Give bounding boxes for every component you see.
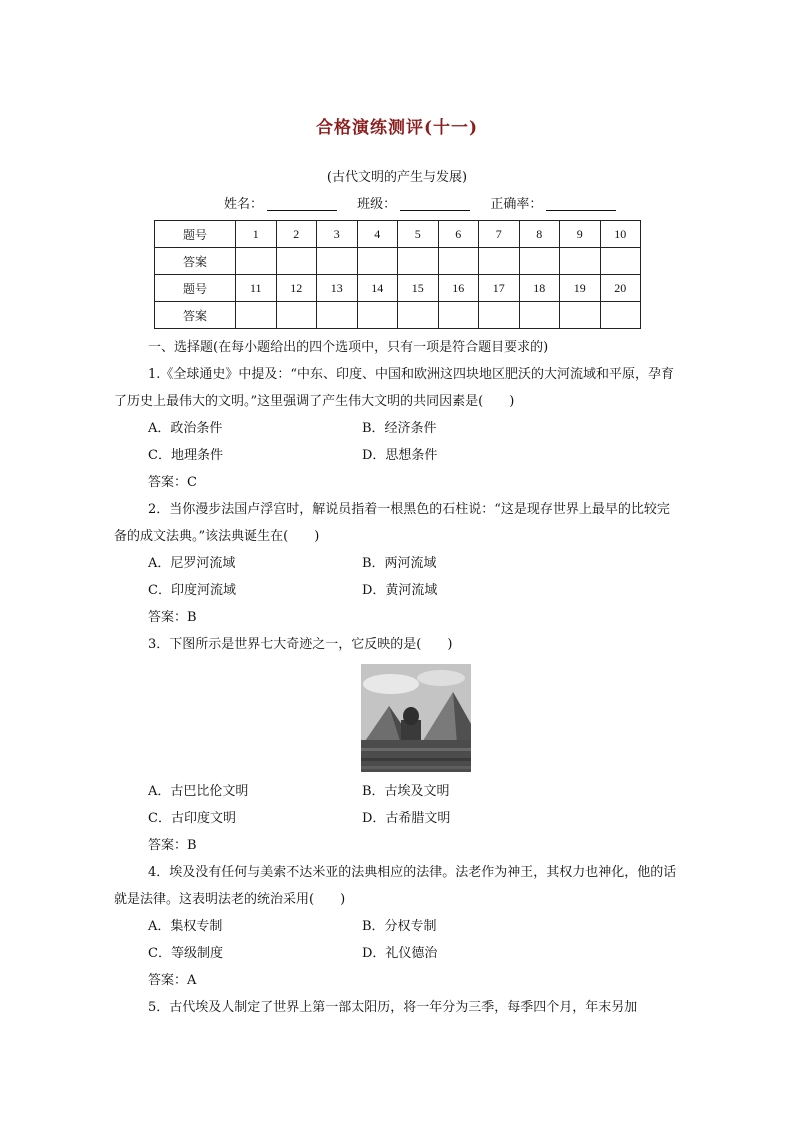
options-row bbox=[114, 577, 682, 604]
option-b[interactable]: B．两河流域 bbox=[362, 556, 437, 571]
answer-table bbox=[154, 220, 641, 329]
question-number: 2 bbox=[276, 221, 317, 248]
question-number: 1 bbox=[236, 221, 277, 248]
answer-cell[interactable] bbox=[357, 248, 398, 275]
answer-line: 答案：B bbox=[148, 610, 197, 625]
question-2: 2．当你漫步法国卢浮宫时，解说员指着一根黑色的石柱说：“这是现存世界上最早的比较完备的成文法典。”该法典诞生在( ) bbox=[114, 502, 670, 544]
answer-cell[interactable] bbox=[600, 302, 641, 329]
answer-cell[interactable] bbox=[276, 302, 317, 329]
page-title: 合格演练测评(十一) bbox=[315, 118, 479, 138]
question-number: 10 bbox=[600, 221, 641, 248]
answer-cell[interactable] bbox=[236, 248, 277, 275]
class-label: 班级： bbox=[357, 197, 397, 212]
question-number: 11 bbox=[236, 275, 277, 302]
option-d[interactable]: D．思想条件 bbox=[362, 448, 438, 463]
answer-cell[interactable] bbox=[276, 248, 317, 275]
answer-cell[interactable] bbox=[317, 302, 358, 329]
option-d[interactable]: D．礼仪德治 bbox=[362, 946, 438, 961]
row-label: 题号 bbox=[155, 275, 236, 302]
question-5: 5．古代埃及人制定了世界上第一部太阳历，将一年分为三季，每季四个月，年末另加 bbox=[148, 1000, 638, 1015]
answer-cell[interactable] bbox=[317, 248, 358, 275]
question-number: 5 bbox=[398, 221, 439, 248]
question-1: 1.《全球通史》中提及：“中东、印度、中国和欧洲这四块地区肥沃的大河流域和平原，孕育了历史上最伟大的文明。”这里强调了产生伟大文明的共同因素是( ) bbox=[114, 367, 675, 409]
section-heading: 一、选择题(在每小题给出的四个选项中，只有一项是符合题目要求的) bbox=[148, 340, 549, 355]
answer-cell[interactable] bbox=[479, 248, 520, 275]
answer-line: 答案：C bbox=[148, 475, 197, 490]
option-c[interactable]: C．古印度文明 bbox=[148, 811, 236, 826]
question-number: 8 bbox=[519, 221, 560, 248]
question-number: 9 bbox=[560, 221, 601, 248]
answer-cell[interactable] bbox=[600, 248, 641, 275]
answer-table-answer-row-2 bbox=[155, 302, 641, 329]
student-info bbox=[224, 193, 632, 212]
question-number: 19 bbox=[560, 275, 601, 302]
question-number: 16 bbox=[438, 275, 479, 302]
question-number: 6 bbox=[438, 221, 479, 248]
pyramids-sphinx-illustration bbox=[361, 664, 471, 772]
row-label: 答案 bbox=[155, 302, 236, 329]
option-b[interactable]: B．经济条件 bbox=[362, 421, 437, 436]
answer-cell[interactable] bbox=[398, 248, 439, 275]
answer-line: 答案：B bbox=[148, 838, 197, 853]
answer-cell[interactable] bbox=[560, 302, 601, 329]
option-c[interactable]: C．等级制度 bbox=[148, 946, 223, 961]
options-row bbox=[114, 805, 682, 832]
option-b[interactable]: B．古埃及文明 bbox=[362, 784, 450, 799]
question-number: 15 bbox=[398, 275, 439, 302]
answer-cell[interactable] bbox=[438, 302, 479, 329]
options-row bbox=[114, 913, 682, 940]
option-d[interactable]: D．古希腊文明 bbox=[362, 811, 451, 826]
question-number: 18 bbox=[519, 275, 560, 302]
answer-line: 答案：A bbox=[148, 973, 197, 988]
answer-cell[interactable] bbox=[438, 248, 479, 275]
answer-table-number-row-1 bbox=[155, 221, 641, 248]
question-number: 7 bbox=[479, 221, 520, 248]
option-c[interactable]: C．印度河流域 bbox=[148, 583, 236, 598]
options-row bbox=[114, 415, 682, 442]
options-row bbox=[114, 940, 682, 967]
option-c[interactable]: C．地理条件 bbox=[148, 448, 223, 463]
answer-table-answer-row-1 bbox=[155, 248, 641, 275]
name-blank[interactable] bbox=[267, 196, 337, 211]
option-a[interactable]: A．集权专制 bbox=[148, 919, 223, 934]
pyramids-sphinx-photo bbox=[361, 664, 471, 772]
answer-cell[interactable] bbox=[479, 302, 520, 329]
question-number: 3 bbox=[317, 221, 358, 248]
answer-cell[interactable] bbox=[398, 302, 439, 329]
option-b[interactable]: B．分权专制 bbox=[362, 919, 437, 934]
accuracy-label: 正确率： bbox=[490, 197, 543, 212]
question-number: 14 bbox=[357, 275, 398, 302]
answer-table-number-row-2 bbox=[155, 275, 641, 302]
row-label: 题号 bbox=[155, 221, 236, 248]
row-label: 答案 bbox=[155, 248, 236, 275]
question-number: 4 bbox=[357, 221, 398, 248]
name-label: 姓名： bbox=[224, 197, 264, 212]
question-3: 3．下图所示是世界七大奇迹之一，它反映的是( ) bbox=[148, 637, 453, 652]
question-number: 13 bbox=[317, 275, 358, 302]
option-a[interactable]: A．政治条件 bbox=[148, 421, 223, 436]
accuracy-blank[interactable] bbox=[546, 196, 616, 211]
question-number: 20 bbox=[600, 275, 641, 302]
answer-cell[interactable] bbox=[236, 302, 277, 329]
question-number: 17 bbox=[479, 275, 520, 302]
options-row bbox=[114, 550, 682, 577]
options-row bbox=[114, 778, 682, 805]
option-a[interactable]: A．尼罗河流域 bbox=[148, 556, 236, 571]
question-4: 4．埃及没有任何与美索不达米亚的法典相应的法律。法老作为神王，其权力也神化，他的话就是法律。这表明法老的统治采用( ) bbox=[114, 865, 677, 907]
option-a[interactable]: A．古巴比伦文明 bbox=[148, 784, 249, 799]
page-subtitle: (古代文明的产生与发展) bbox=[326, 170, 468, 185]
answer-cell[interactable] bbox=[560, 248, 601, 275]
answer-cell[interactable] bbox=[519, 302, 560, 329]
options-row bbox=[114, 442, 682, 469]
option-d[interactable]: D．黄河流域 bbox=[362, 583, 438, 598]
question-list bbox=[114, 334, 682, 1021]
answer-cell[interactable] bbox=[357, 302, 398, 329]
class-blank[interactable] bbox=[400, 196, 470, 211]
answer-cell[interactable] bbox=[519, 248, 560, 275]
question-number: 12 bbox=[276, 275, 317, 302]
